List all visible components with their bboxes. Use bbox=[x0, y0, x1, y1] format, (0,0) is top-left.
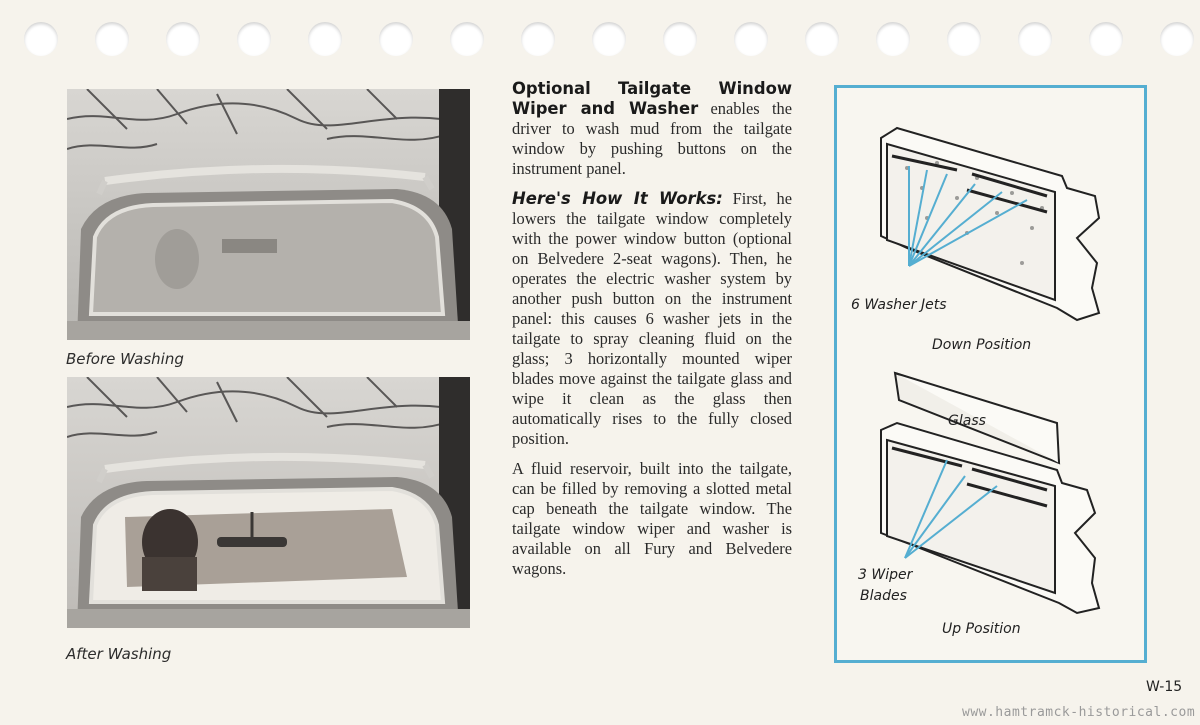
caption-before-washing: Before Washing bbox=[66, 350, 184, 368]
punch-hole bbox=[805, 22, 839, 56]
how-it-works-body: First, he lowers the tailgate window completely with the power window button (optional on Belvedere 2-seat wagons). Then, he operates the electric washer system by another push button on the instrument panel: this causes 6 washer jets in the tailgate to spray cleaning fluid on the glass; 3 horizontally mounted wiper blades move against the tailgate glass and wipe it clean as the glass then automatically rises to the fully closed position. bbox=[512, 189, 793, 448]
punch-hole bbox=[1089, 22, 1123, 56]
punch-holes bbox=[0, 22, 1200, 62]
paragraph-how-it-works bbox=[512, 189, 792, 449]
intro-lead: Optional Tailgate Window Wiper and Washer bbox=[512, 79, 792, 118]
punch-hole bbox=[24, 22, 58, 56]
caption-after-washing: After Washing bbox=[66, 645, 172, 663]
punch-hole bbox=[592, 22, 626, 56]
watermark: www.hamtramck-historical.com bbox=[962, 705, 1196, 720]
paragraph-reservoir: A fluid reservoir, built into the tailgate, can be filled by removing a slotted metal cap beneath the tailgate window. The tailgate window wiper and washer is available on all Fury and Belvedere wagons. bbox=[512, 459, 792, 578]
punch-hole bbox=[521, 22, 555, 56]
punch-hole bbox=[876, 22, 910, 56]
glass-label: Glass bbox=[948, 413, 986, 429]
paragraph-intro bbox=[512, 79, 792, 179]
how-it-works-lead: Here's How It Works: bbox=[512, 189, 723, 208]
tailgate-diagram bbox=[834, 85, 1147, 663]
punch-hole bbox=[1160, 22, 1194, 56]
punch-hole bbox=[450, 22, 484, 56]
down-position-label: Down Position bbox=[932, 337, 1032, 353]
punch-hole bbox=[379, 22, 413, 56]
punch-hole bbox=[663, 22, 697, 56]
punch-hole bbox=[237, 22, 271, 56]
wiper-blades-label-line1: 3 Wiper bbox=[858, 567, 913, 583]
article-text bbox=[512, 79, 792, 589]
punch-hole bbox=[308, 22, 342, 56]
page-number: W-15 bbox=[1146, 679, 1183, 695]
punch-hole bbox=[95, 22, 129, 56]
washer-jets-label: 6 Washer Jets bbox=[851, 297, 947, 313]
punch-hole bbox=[1018, 22, 1052, 56]
punch-hole bbox=[166, 22, 200, 56]
up-position-label: Up Position bbox=[942, 621, 1021, 637]
punch-hole bbox=[947, 22, 981, 56]
wiper-blades-label-line2: Blades bbox=[860, 588, 907, 604]
photo-before-washing bbox=[67, 89, 470, 340]
intro-body: enables the driver to wash mud from the tailgate window by pushing buttons on the instrument panel. bbox=[512, 99, 792, 178]
photo-after-washing bbox=[67, 377, 470, 628]
punch-hole bbox=[734, 22, 768, 56]
